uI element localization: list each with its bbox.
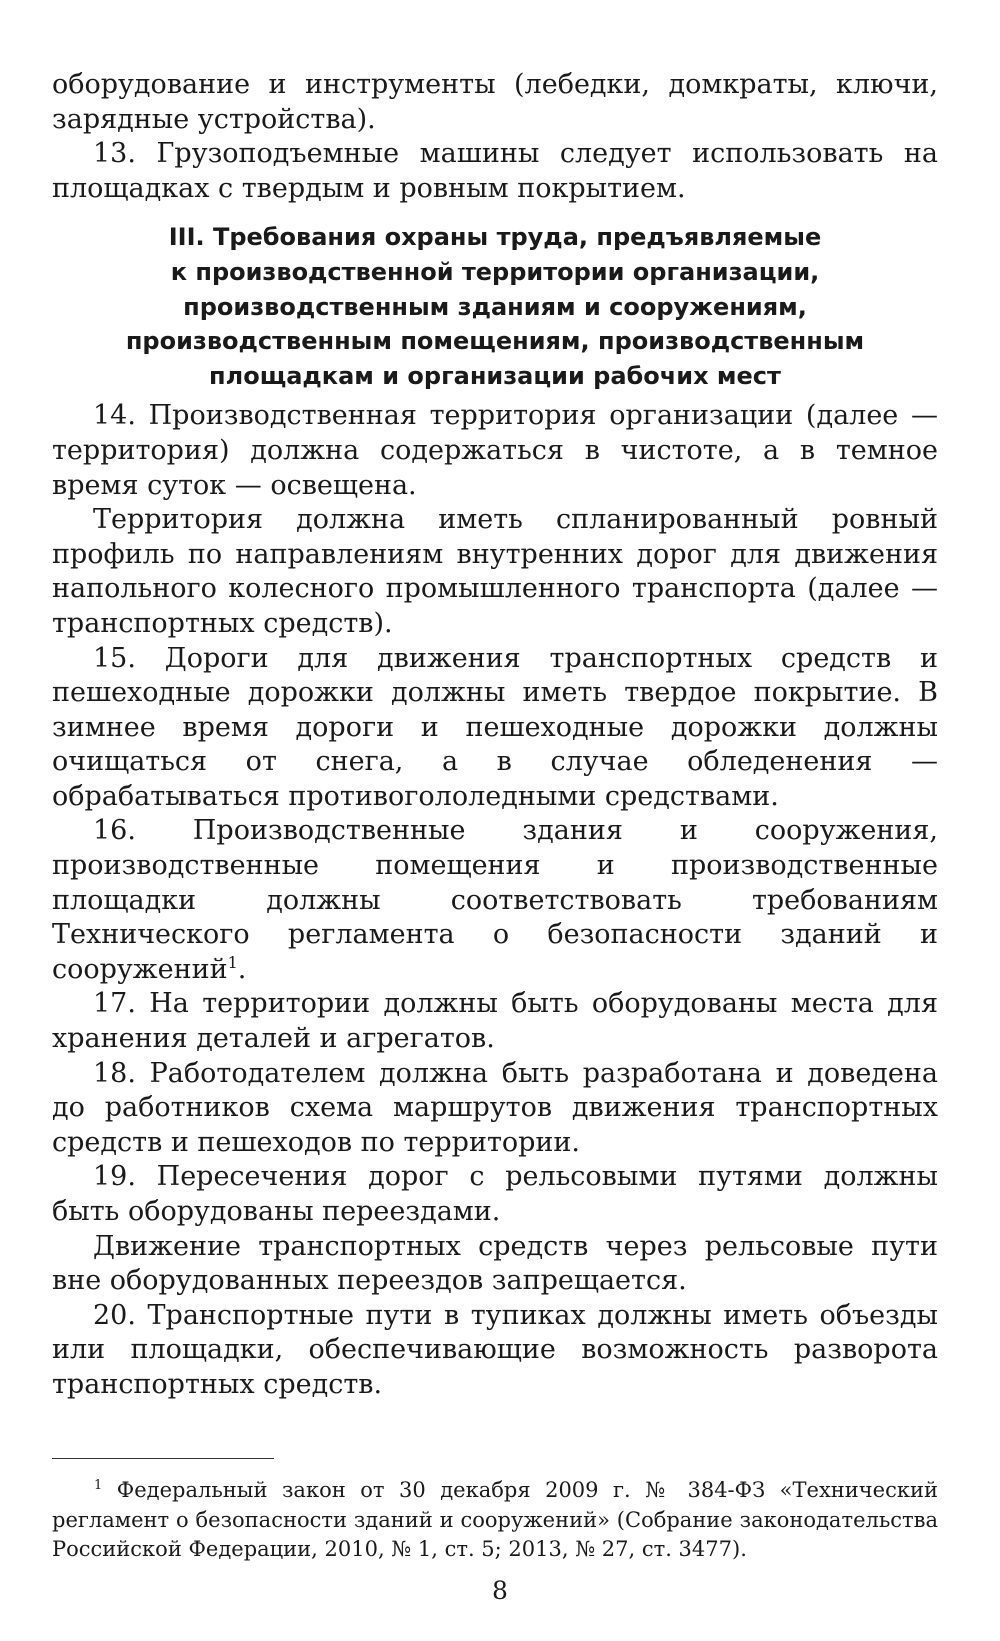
- footnote-reference[interactable]: 1: [227, 952, 238, 972]
- page-number: 8: [492, 1576, 508, 1605]
- paragraph-rail-crossing: Движение транспортных средств через рельсовые пути вне оборудованных переездов запрещается.: [52, 1230, 938, 1297]
- footnote-text: Федеральный закон от 30 декабря 2009 г. № 384-ФЗ «Технический регламент о безопасности зданий и сооружений» (Собрание законодательства Российской Федерации, 2010, № 1, ст. 5; 2013, № 27, ст. 3477).: [52, 1478, 938, 1561]
- footnote-divider: [52, 1458, 274, 1459]
- paragraph-13: 13. Грузоподъемные машины следует использовать на площадках с твердым и ровным покрытием.: [52, 138, 938, 204]
- section-heading: [52, 220, 938, 393]
- paragraph-17: 17. На территории должны быть оборудованы места для хранения деталей и агрегатов.: [52, 988, 938, 1055]
- paragraph-continuation: оборудование и инструменты (лебедки, домкраты, ключи, зарядные устройства).: [52, 69, 938, 135]
- paragraph-16-text: 16. Производственные здания и сооружения, производственные помещения и производственные площадки должны соответствовать требованиям Технического регламента о безопасности зданий и сооружений: [52, 815, 938, 985]
- section-heading-line: производственным помещениям, производственным: [125, 327, 865, 356]
- footnote: [52, 1476, 938, 1565]
- paragraph-16-tail: .: [237, 953, 247, 985]
- page-body: [52, 68, 938, 1403]
- paragraph-14: 14. Производственная территория организации (далее — территория) должна содержаться в чистоте, а в темное время суток — освещена.: [52, 400, 938, 501]
- section-heading-line: площадкам и организации рабочих мест: [209, 361, 781, 390]
- paragraph-territory-profile: Территория должна иметь спланированный ровный профиль по направлениям внутренних дорог для движения напольного колесного промышленного транспорта (далее — транспортных средств).: [52, 504, 938, 639]
- paragraph-15: 15. Дороги для движения транспортных средств и пешеходные дорожки должны иметь твердое покрытие. В зимнее время дороги и пешеходные дорожки должны очищаться от снега, а в случае обледенения — обрабатываться противогололедными средствами.: [52, 642, 938, 812]
- section-heading-line: к производственной территории организации,: [170, 257, 820, 286]
- paragraph-20: 20. Транспортные пути в тупиках должны иметь объезды или площадки, обеспечивающие возможность разворота транспортных средств.: [52, 1299, 938, 1400]
- paragraph-18: 18. Работодателем должна быть разработана и доведена до работников схема маршрутов движения транспортных средств и пешеходов по территории.: [52, 1057, 938, 1158]
- paragraph-19: 19. Пересечения дорог с рельсовыми путями должны быть оборудованы переездами.: [52, 1161, 938, 1227]
- paragraph-16: [52, 814, 938, 987]
- section-heading-line: производственным зданиям и сооружениям,: [183, 292, 807, 321]
- footnote-marker: 1: [94, 1478, 103, 1493]
- section-heading-line: III. Требования охраны труда, предъявляемые: [168, 223, 822, 252]
